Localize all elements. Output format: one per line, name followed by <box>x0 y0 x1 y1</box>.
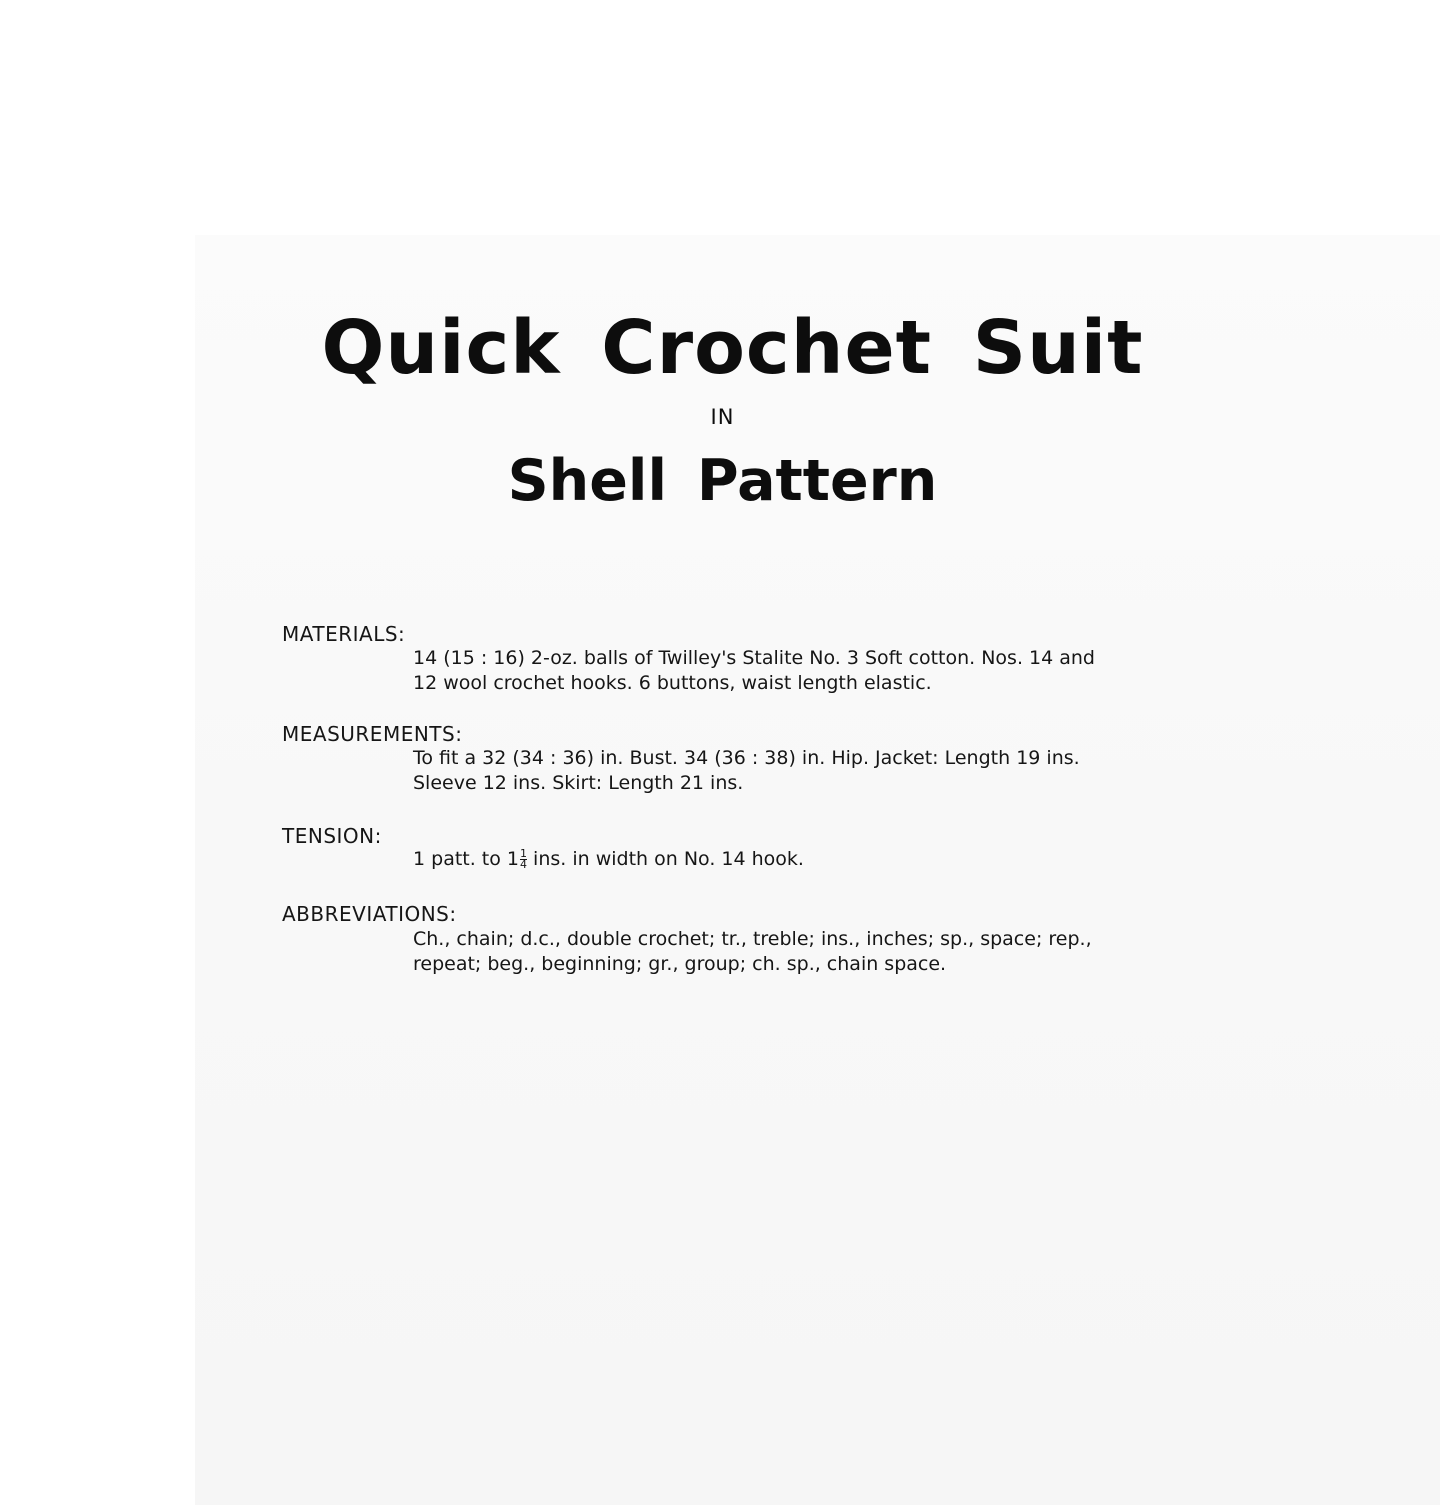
abbreviations-line: repeat; beg., beginning; gr., group; ch. sp., chain space. <box>413 953 947 975</box>
tension-text-after: ins. in width on No. 14 hook. <box>527 848 804 870</box>
materials-line: 12 wool crochet hooks. 6 buttons, waist length elastic. <box>413 672 932 694</box>
document-title: Quick Crochet Suit <box>321 305 1144 391</box>
measurements-heading: MEASUREMENTS: <box>282 722 463 746</box>
tension-text-before: 1 patt. to 1 <box>413 848 520 870</box>
measurements-line: Sleeve 12 ins. Skirt: Length 21 ins. <box>413 772 744 794</box>
tension-line <box>413 847 804 872</box>
tension-heading: TENSION: <box>282 824 382 848</box>
fraction <box>520 849 527 870</box>
fraction-denominator: 4 <box>520 858 528 871</box>
measurements-line: To fit a 32 (34 : 36) in. Bust. 34 (36 : 38) in. Hip. Jacket: Length 19 ins. <box>413 747 1080 769</box>
title-connector: IN <box>710 405 735 429</box>
materials-body <box>413 646 1095 696</box>
abbreviations-heading: ABBREVIATIONS: <box>282 902 457 926</box>
tension-body <box>413 847 804 872</box>
abbreviations-body <box>413 927 1092 977</box>
abbreviations-line: Ch., chain; d.c., double crochet; tr., treble; ins., inches; sp., space; rep., <box>413 928 1092 950</box>
materials-heading: MATERIALS: <box>282 622 406 646</box>
document-subtitle: Shell Pattern <box>507 448 938 514</box>
materials-line: 14 (15 : 16) 2-oz. balls of Twilley's Stalite No. 3 Soft cotton. Nos. 14 and <box>413 647 1095 669</box>
measurements-body <box>413 746 1080 796</box>
fraction-numerator: 1 <box>520 847 528 860</box>
